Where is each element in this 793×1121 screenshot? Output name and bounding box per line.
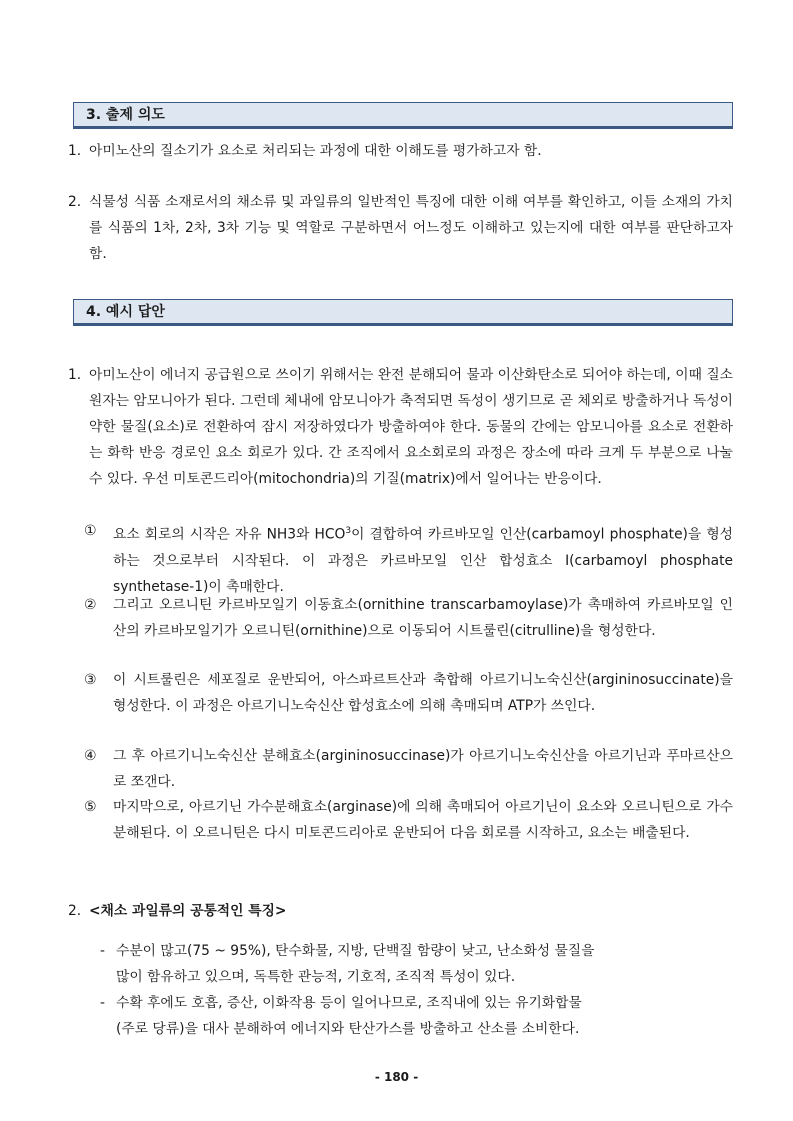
item-number: 1. [68, 143, 82, 159]
section-3-item-2: 식물성 식품 소재로서의 채소류 및 과일류의 일반적인 특징에 대한 이해 여부를 확인하고, 이들 소재의 가치를 식품의 1차, 2차, 3차 기능 및 역할로 구분하면서 어느정도 이해하고 있는지에 대한 여부를 판단하고자 함. [89, 194, 733, 262]
bullet-2-line-1: 수확 후에도 호흡, 증산, 이화작용 등이 일어나므로, 조직내에 있는 유기화합물 [116, 995, 582, 1011]
section-3-header: 3. 출제 의도 [73, 102, 733, 129]
section-4-header: 4. 예시 답안 [73, 299, 733, 326]
step-1-text-b: 이 결합하여 카르바모일 인산(carbamoyl phosphate)을 형성하는 것으로부터 시작된다. 이 과정은 카르바모일 인산 합성효소 I(carbamoyl phosphate synthetase-1)이 촉매한다. [113, 526, 734, 595]
step-marker: ⑤ [84, 799, 97, 815]
item-number: 2. [68, 903, 82, 919]
bullet-dash: - [100, 943, 105, 959]
superscript: 3 [345, 526, 352, 536]
bullet-1-line-2: 많이 함유하고 있으며, 독특한 관능적, 기호적, 조직적 특성이 있다. [116, 969, 516, 985]
step-marker: ③ [84, 672, 97, 688]
bullet-dash: - [100, 995, 105, 1011]
section-3-item-1: 아미노산의 질소기가 요소로 처리되는 과정에 대한 이해도를 평가하고자 함. [89, 143, 542, 159]
page-number: - 180 - [374, 1070, 419, 1084]
bullet-1-line-1: 수분이 많고(75 ~ 95%), 탄수화물, 지방, 단백질 함량이 낮고, 난소화성 물질을 [116, 943, 595, 959]
answer-1-intro: 아미노산이 에너지 공급원으로 쓰이기 위해서는 완전 분해되어 물과 이산화탄소로 되어야 하는데, 이때 질소 원자는 암모니아가 된다. 그런데 체내에 암모니아가 축적되면 독성이 생기므로 곧 체외로 방출하거나 독성이 약한 물질(요소)로 전환하여 잠시 저장하였다가 방출하여야 한다. 동물의 간에는 암모니아를 요소로 전환하는 화학 반응 경로인 요소 회로가 있다. 간 조직에서 요소회로의 과정은 장소에 따라 크게 두 부분으로 나눌 수 있다. 우선 미토콘드리아(mitochondria)의 기질(matrix)에서 일어나는 반응이다. [89, 367, 733, 487]
step-4-text: 그 후 아르기니노숙신산 분해효소(argininosuccinase)가 아르기니노숙신산을 아르기닌과 푸마르산으로 쪼갠다. [113, 748, 733, 790]
answer-2-heading: <채소 과일류의 공통적인 특징> [89, 903, 287, 919]
step-marker: ① [84, 523, 97, 539]
step-marker: ② [84, 597, 97, 613]
step-5-text: 마지막으로, 아르기닌 가수분해효소(arginase)에 의해 촉매되어 아르기닌이 요소와 오르니틴으로 가수분해된다. 이 오르니틴은 다시 미토콘드리아로 운반되어 다음 회로를 시작하고, 요소는 배출된다. [113, 799, 733, 841]
step-1-text [113, 518, 733, 600]
item-number: 1. [68, 367, 82, 383]
step-marker: ④ [84, 748, 97, 764]
item-number: 2. [68, 194, 82, 210]
step-1-text-a: 요소 회로의 시작은 자유 NH3와 HCO [113, 526, 346, 543]
bullet-2-line-2: (주로 당류)을 대사 분해하여 에너지와 탄산가스를 방출하고 산소를 소비한다. [116, 1021, 580, 1037]
step-3-text: 이 시트룰린은 세포질로 운반되어, 아스파르트산과 축합해 아르기니노숙신산(argininosuccinate)을 형성한다. 이 과정은 아르기니노숙신산 합성효소에 의해 촉매되며 ATP가 쓰인다. [113, 672, 733, 714]
step-2-text: 그리고 오르니틴 카르바모일기 이동효소(ornithine transcarbamoylase)가 촉매하여 카르바모일 인산의 카르바모일기가 오르니틴(ornithine)으로 이동되어 시트룰린(citrulline)을 형성한다. [113, 597, 733, 639]
